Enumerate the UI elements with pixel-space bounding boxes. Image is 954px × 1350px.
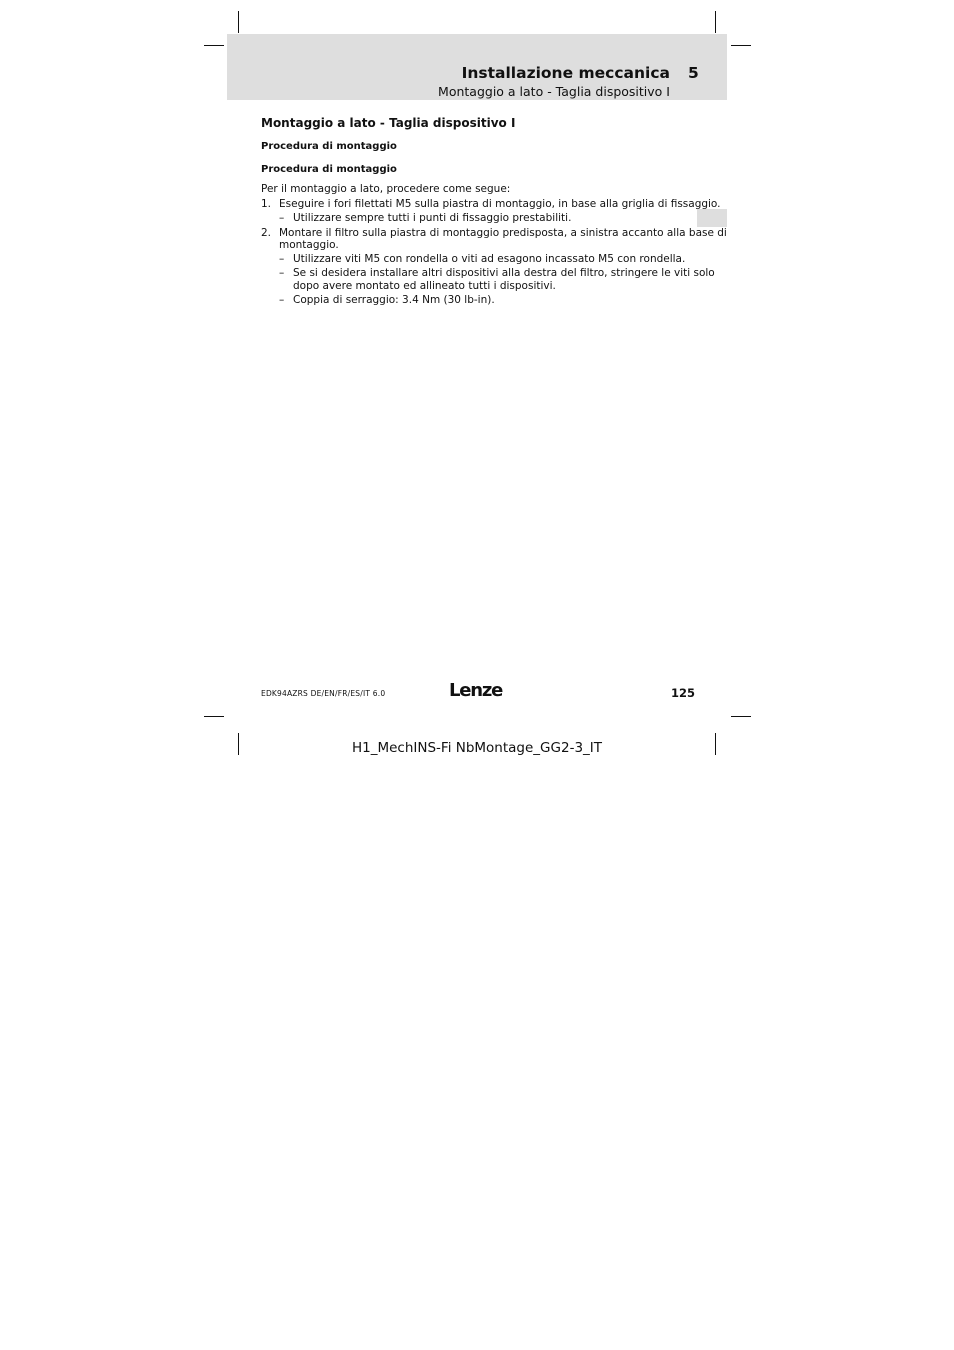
header-subtitle: Montaggio a lato - Taglia dispositivo I bbox=[438, 84, 670, 99]
step-1-sub-1: Utilizzare sempre tutti i punti di fissaggio prestabiliti. bbox=[293, 212, 572, 224]
subheading-procedure-1: Procedura di montaggio bbox=[261, 141, 397, 152]
section-title: Montaggio a lato - Taglia dispositivo I bbox=[261, 116, 516, 130]
step-2-sub-1: Utilizzare viti M5 con rondella o viti ad esagono incassato M5 con rondella. bbox=[293, 253, 686, 265]
step-1-sub-dash: – bbox=[279, 212, 285, 224]
lenze-logo: Lenze bbox=[449, 680, 503, 701]
step-1-text: Eseguire i fori filettati M5 sulla piastra di montaggio, in base alla griglia di fissaggio. bbox=[279, 198, 721, 210]
crop-mark-top-right-v bbox=[715, 11, 716, 33]
file-label: H1_MechINS-Fi NbMontage_GG2-3_IT bbox=[351, 740, 603, 756]
step-2-sub-2-line-1: Se si desidera installare altri dispositivi alla destra del filtro, stringere le viti solo bbox=[293, 267, 715, 279]
step-2-sub-1-dash: – bbox=[279, 253, 285, 265]
step-2-sub-3: Coppia di serraggio: 3.4 Nm (30 lb-in). bbox=[293, 294, 495, 306]
page-number: 125 bbox=[671, 686, 696, 700]
intro-text: Per il montaggio a lato, procedere come segue: bbox=[261, 183, 511, 195]
step-2-text-line-1: Montare il filtro sulla piastra di montaggio predisposta, a sinistra accanto alla base di bbox=[279, 227, 727, 239]
chapter-title: Installazione meccanica bbox=[461, 64, 670, 82]
step-2-sub-3-dash: – bbox=[279, 294, 285, 306]
crop-mark-bottom-right-h bbox=[731, 716, 751, 717]
step-2-sub-2-dash: – bbox=[279, 267, 285, 279]
step-2-sub-2-line-2: dopo avere montato ed allineato tutti i dispositivi. bbox=[293, 280, 556, 292]
crop-mark-bottom-left-h bbox=[204, 716, 224, 717]
step-1-number: 1. bbox=[261, 198, 272, 210]
step-2-number: 2. bbox=[261, 227, 272, 239]
chapter-number: 5 bbox=[688, 64, 699, 82]
chapter-side-tab bbox=[697, 209, 727, 227]
crop-mark-top-left-v bbox=[238, 11, 239, 33]
subheading-procedure-2: Procedura di montaggio bbox=[261, 164, 397, 175]
footer-doc-code: EDK94AZRS DE/EN/FR/ES/IT 6.0 bbox=[261, 689, 386, 698]
step-2-text-line-2: montaggio. bbox=[279, 239, 339, 251]
crop-mark-top-left-h bbox=[204, 45, 224, 46]
crop-mark-top-right-h bbox=[731, 45, 751, 46]
